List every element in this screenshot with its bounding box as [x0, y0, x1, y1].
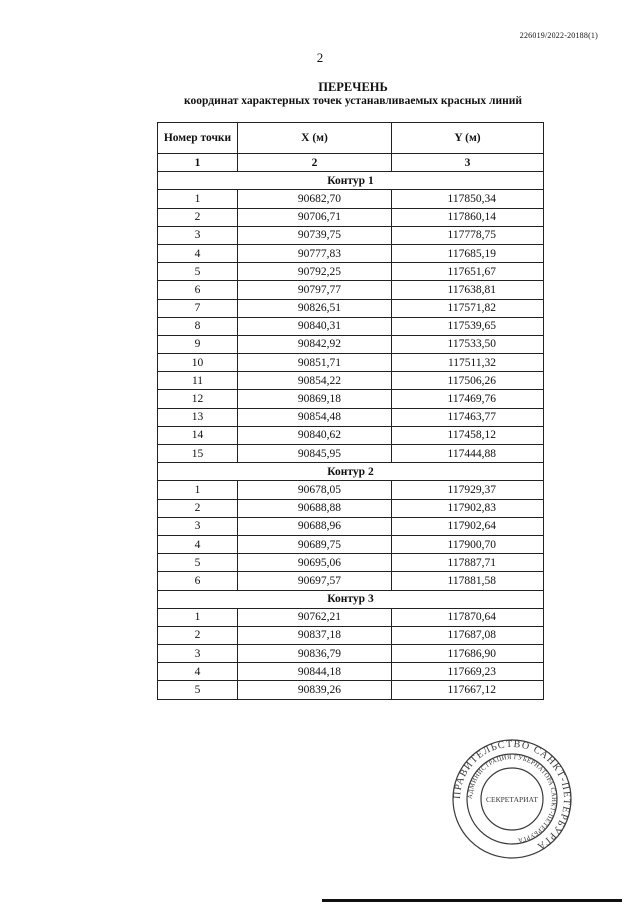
y-coordinate-cell: 117469,76: [392, 390, 544, 408]
y-coordinate-cell: 117778,75: [392, 226, 544, 244]
header-point-number: Номер точки: [158, 123, 238, 154]
y-coordinate-cell: 117539,65: [392, 317, 544, 335]
point-number-cell: 5: [158, 554, 238, 572]
table-row: [158, 208, 544, 226]
y-coordinate-cell: 117506,26: [392, 372, 544, 390]
table-row: [158, 426, 544, 444]
y-coordinate-cell: 117651,67: [392, 263, 544, 281]
x-coordinate-cell: 90840,62: [238, 426, 392, 444]
x-coordinate-cell: 90854,22: [238, 372, 392, 390]
x-coordinate-cell: 90762,21: [238, 608, 392, 626]
x-coordinate-cell: 90844,18: [238, 663, 392, 681]
y-coordinate-cell: 117685,19: [392, 244, 544, 262]
y-coordinate-cell: 117902,64: [392, 517, 544, 535]
point-number-cell: 13: [158, 408, 238, 426]
y-coordinate-cell: 117444,88: [392, 445, 544, 463]
secretariat-seal: [452, 739, 572, 859]
point-number-cell: 8: [158, 317, 238, 335]
y-coordinate-cell: 117669,23: [392, 663, 544, 681]
x-coordinate-cell: 90682,70: [238, 190, 392, 208]
point-number-cell: 15: [158, 445, 238, 463]
table-row: [158, 226, 544, 244]
table-row: [158, 317, 544, 335]
point-number-cell: 2: [158, 208, 238, 226]
point-number-cell: 4: [158, 244, 238, 262]
seal-outer-text: ПРАВИТЕЛЬСТВО САНКТ-ПЕТЕРБУРГА: [452, 739, 572, 853]
contour-title: Контур 3: [158, 590, 544, 608]
bottom-edge-line: [322, 899, 622, 902]
x-coordinate-cell: 90688,88: [238, 499, 392, 517]
table-row: [158, 281, 544, 299]
table-row: [158, 554, 544, 572]
seal-center-text: СЕКРЕТАРИАТ: [486, 795, 538, 804]
table-row: [158, 517, 544, 535]
contour-header-row: [158, 172, 544, 190]
x-coordinate-cell: 90706,71: [238, 208, 392, 226]
x-coordinate-cell: 90837,18: [238, 626, 392, 644]
x-coordinate-cell: 90842,92: [238, 335, 392, 353]
y-coordinate-cell: 117571,82: [392, 299, 544, 317]
point-number-cell: 3: [158, 226, 238, 244]
y-coordinate-cell: 117860,14: [392, 208, 544, 226]
table-row: [158, 572, 544, 590]
seal-inner-text: АДМИНИСТРАЦИЯ ГУБЕРНАТОРА САНКТ-ПЕТЕРБУРГА: [466, 753, 558, 844]
column-number-row: [158, 154, 544, 172]
table-row: [158, 645, 544, 663]
column-number-cell: 3: [392, 154, 544, 172]
y-coordinate-cell: 117902,83: [392, 499, 544, 517]
column-number-cell: 1: [158, 154, 238, 172]
y-coordinate-cell: 117850,34: [392, 190, 544, 208]
point-number-cell: 3: [158, 645, 238, 663]
y-coordinate-cell: 117929,37: [392, 481, 544, 499]
x-coordinate-cell: 90826,51: [238, 299, 392, 317]
y-coordinate-cell: 117463,77: [392, 408, 544, 426]
point-number-cell: 1: [158, 481, 238, 499]
table-header-row: [158, 123, 544, 154]
contour-header-row: [158, 590, 544, 608]
x-coordinate-cell: 90845,95: [238, 445, 392, 463]
table-row: [158, 626, 544, 644]
header-x: X (м): [238, 123, 392, 154]
point-number-cell: 4: [158, 535, 238, 553]
x-coordinate-cell: 90739,75: [238, 226, 392, 244]
point-number-cell: 6: [158, 281, 238, 299]
table-row: [158, 535, 544, 553]
x-coordinate-cell: 90854,48: [238, 408, 392, 426]
table-row: [158, 608, 544, 626]
y-coordinate-cell: 117686,90: [392, 645, 544, 663]
table-row: [158, 481, 544, 499]
y-coordinate-cell: 117687,08: [392, 626, 544, 644]
x-coordinate-cell: 90869,18: [238, 390, 392, 408]
x-coordinate-cell: 90777,83: [238, 244, 392, 262]
point-number-cell: 6: [158, 572, 238, 590]
document-title: ПЕРЕЧЕНЬ: [318, 80, 388, 94]
document-subtitle: координат характерных точек устанавливаемых красных линий: [184, 95, 522, 107]
x-coordinate-cell: 90851,71: [238, 354, 392, 372]
table-row: [158, 335, 544, 353]
contour-title: Контур 2: [158, 463, 544, 481]
point-number-cell: 5: [158, 263, 238, 281]
document-id: 226019/2022-20188(1): [519, 31, 598, 40]
y-coordinate-cell: 117887,71: [392, 554, 544, 572]
page-number: 2: [316, 50, 324, 65]
table-row: [158, 445, 544, 463]
y-coordinate-cell: 117667,12: [392, 681, 544, 699]
x-coordinate-cell: 90839,26: [238, 681, 392, 699]
table-row: [158, 499, 544, 517]
point-number-cell: 10: [158, 354, 238, 372]
point-number-cell: 11: [158, 372, 238, 390]
y-coordinate-cell: 117533,50: [392, 335, 544, 353]
y-coordinate-cell: 117511,32: [392, 354, 544, 372]
contour-title: Контур 1: [158, 172, 544, 190]
x-coordinate-cell: 90836,79: [238, 645, 392, 663]
table-body: [158, 154, 544, 700]
x-coordinate-cell: 90689,75: [238, 535, 392, 553]
table-row: [158, 244, 544, 262]
y-coordinate-cell: 117881,58: [392, 572, 544, 590]
point-number-cell: 2: [158, 499, 238, 517]
column-number-cell: 2: [238, 154, 392, 172]
y-coordinate-cell: 117458,12: [392, 426, 544, 444]
table-row: [158, 299, 544, 317]
point-number-cell: 1: [158, 608, 238, 626]
table-row: [158, 372, 544, 390]
table-row: [158, 681, 544, 699]
header-y: Y (м): [392, 123, 544, 154]
point-number-cell: 2: [158, 626, 238, 644]
point-number-cell: 1: [158, 190, 238, 208]
table-row: [158, 390, 544, 408]
x-coordinate-cell: 90678,05: [238, 481, 392, 499]
y-coordinate-cell: 117638,81: [392, 281, 544, 299]
contour-header-row: [158, 463, 544, 481]
y-coordinate-cell: 117870,64: [392, 608, 544, 626]
point-number-cell: 14: [158, 426, 238, 444]
table-row: [158, 663, 544, 681]
table-row: [158, 354, 544, 372]
point-number-cell: 12: [158, 390, 238, 408]
point-number-cell: 7: [158, 299, 238, 317]
point-number-cell: 3: [158, 517, 238, 535]
table-row: [158, 263, 544, 281]
point-number-cell: 5: [158, 681, 238, 699]
coordinates-table: [157, 122, 544, 700]
x-coordinate-cell: 90797,77: [238, 281, 392, 299]
point-number-cell: 9: [158, 335, 238, 353]
x-coordinate-cell: 90840,31: [238, 317, 392, 335]
point-number-cell: 4: [158, 663, 238, 681]
x-coordinate-cell: 90688,96: [238, 517, 392, 535]
table-row: [158, 408, 544, 426]
x-coordinate-cell: 90697,57: [238, 572, 392, 590]
x-coordinate-cell: 90792,25: [238, 263, 392, 281]
table-row: [158, 190, 544, 208]
x-coordinate-cell: 90695,06: [238, 554, 392, 572]
y-coordinate-cell: 117900,70: [392, 535, 544, 553]
